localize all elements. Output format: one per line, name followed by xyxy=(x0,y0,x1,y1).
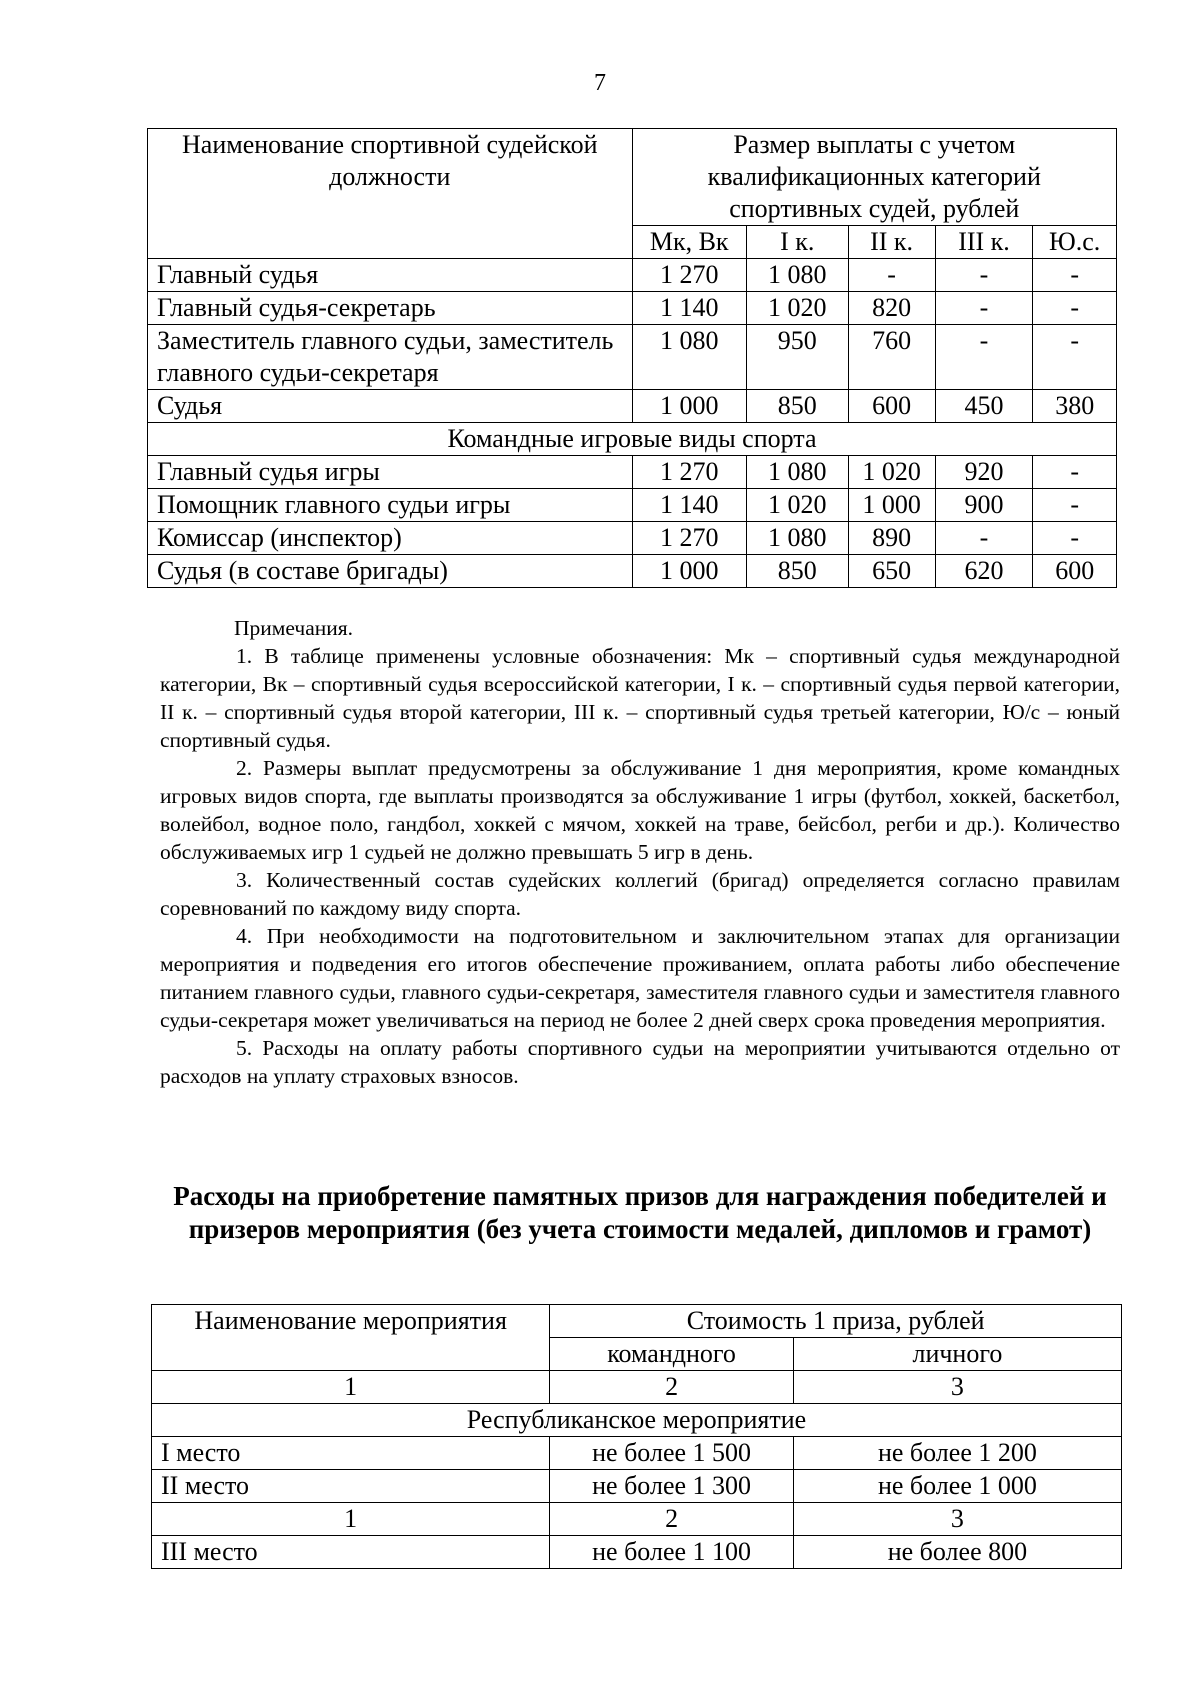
prize-cost-table xyxy=(151,1304,1122,1569)
payment-value: 600 xyxy=(848,390,935,423)
payment-value: 1 270 xyxy=(632,259,746,292)
payment-value: - xyxy=(935,259,1033,292)
payment-value: - xyxy=(1033,489,1117,522)
payment-value: - xyxy=(1033,325,1117,390)
column-number-row xyxy=(152,1503,1122,1536)
place-name: II место xyxy=(152,1470,550,1503)
payment-value: 450 xyxy=(935,390,1033,423)
payment-value: 1 270 xyxy=(632,522,746,555)
note-item: 3. Количественный состав судейских коллегий (бригад) определяется согласно правилам соревнований по каждому виду спорта. xyxy=(160,868,1120,920)
payment-value: - xyxy=(848,259,935,292)
payment-value: 1 020 xyxy=(746,292,848,325)
payment-value: 1 080 xyxy=(746,522,848,555)
payment-value: 820 xyxy=(848,292,935,325)
table-row xyxy=(148,489,1117,522)
section-row xyxy=(152,1404,1122,1437)
column-number: 3 xyxy=(793,1371,1121,1404)
team-prize-cost: не более 1 300 xyxy=(550,1470,794,1503)
notes-block xyxy=(160,614,1120,1090)
column-number: 2 xyxy=(550,1503,794,1536)
payment-value: 1 140 xyxy=(632,292,746,325)
section-row xyxy=(148,423,1117,456)
column-number: 1 xyxy=(152,1503,550,1536)
header-personal: личного xyxy=(793,1338,1121,1371)
note-item: 2. Размеры выплат предусмотрены за обслуживание 1 дня мероприятия, кроме командных игровых видов спорта, где выплаты производятся за обслуживание 1 игры (футбол, хоккей, баскетбол, волейбол, водное поло, гандбол, хоккей с мячом, хоккей на траве, бейсбол, регби и др.). Количество обслуживаемых игр 1 судьей не должно превышать 5 игр в день. xyxy=(160,756,1120,864)
position-name: Главный судья игры xyxy=(148,456,633,489)
section-team-sports: Командные игровые виды спорта xyxy=(148,423,1117,456)
section-heading: Расходы на приобретение памятных призов для награждения победителей и призеров мероприятия (без учета стоимости медалей, дипломов и грамот) xyxy=(173,1181,1107,1244)
team-prize-cost: не более 1 500 xyxy=(550,1437,794,1470)
column-number: 1 xyxy=(152,1371,550,1404)
payment-value: 1 000 xyxy=(632,555,746,588)
referee-payment-table xyxy=(147,128,1117,588)
position-name: Заместитель главного судьи, заместитель главного судьи-секретаря xyxy=(148,325,633,390)
note-item: 4. При необходимости на подготовительном и заключительном этапах для организации мероприятия и подведения его итогов обеспечение проживанием, оплата работы либо обеспечение питанием главного судьи, главного судьи-секретаря, заместителя главного судьи и заместителя главного судьи-секретаря может увеличиваться на период не более 2 дней сверх срока проведения мероприятия. xyxy=(160,924,1120,1032)
category-2: II к. xyxy=(848,226,935,259)
position-name: Главный судья-секретарь xyxy=(148,292,633,325)
payment-value: 890 xyxy=(848,522,935,555)
personal-prize-cost: не более 1 200 xyxy=(793,1437,1121,1470)
payment-value: 380 xyxy=(1033,390,1117,423)
payment-value: 920 xyxy=(935,456,1033,489)
table-row xyxy=(148,555,1117,588)
column-number: 2 xyxy=(550,1371,794,1404)
header-event-name: Наименование мероприятия xyxy=(152,1305,550,1371)
payment-value: 1 080 xyxy=(746,456,848,489)
payment-value: - xyxy=(1033,259,1117,292)
note-item: 1. В таблице применены условные обозначения: Мк – спортивный судья международной категории, Вк – спортивный судья всероссийской категории, I к. – спортивный судья первой категории, II к. – спортивный судья второй категории, III к. – спортивный судья третьей категории, Ю/с – юный спортивный судья. xyxy=(160,644,1120,752)
table-row xyxy=(152,1437,1122,1470)
payment-value: - xyxy=(935,522,1033,555)
table-row xyxy=(148,522,1117,555)
payment-value: 1 140 xyxy=(632,489,746,522)
position-name: Комиссар (инспектор) xyxy=(148,522,633,555)
payment-value: 650 xyxy=(848,555,935,588)
payment-value: 1 020 xyxy=(848,456,935,489)
personal-prize-cost: не более 1 000 xyxy=(793,1470,1121,1503)
section-republic-event: Республиканское мероприятие xyxy=(152,1404,1122,1437)
payment-value: 850 xyxy=(746,390,848,423)
payment-value: - xyxy=(935,325,1033,390)
category-junior: Ю.с. xyxy=(1033,226,1117,259)
column-number: 3 xyxy=(793,1503,1121,1536)
payment-value: 1 080 xyxy=(632,325,746,390)
page-number: 7 xyxy=(594,70,606,96)
payment-value: - xyxy=(935,292,1033,325)
place-name: I место xyxy=(152,1437,550,1470)
table-row xyxy=(152,1536,1122,1569)
table-row xyxy=(148,259,1117,292)
category-3: III к. xyxy=(935,226,1033,259)
header-position-name: Наименование спортивной судейской должности xyxy=(148,129,633,259)
column-number-row xyxy=(152,1371,1122,1404)
payment-value: 600 xyxy=(1033,555,1117,588)
payment-value: - xyxy=(1033,292,1117,325)
place-name: III место xyxy=(152,1536,550,1569)
payment-value: - xyxy=(1033,456,1117,489)
header-prize-cost: Стоимость 1 приза, рублей xyxy=(550,1305,1122,1338)
note-item: 5. Расходы на оплату работы спортивного судьи на мероприятии учитываются отдельно от расходов на уплату страховых взносов. xyxy=(160,1036,1120,1088)
position-name: Судья xyxy=(148,390,633,423)
table-header-row xyxy=(152,1305,1122,1338)
payment-value: 1 270 xyxy=(632,456,746,489)
payment-value: 1 020 xyxy=(746,489,848,522)
table-row xyxy=(148,390,1117,423)
payment-value: 760 xyxy=(848,325,935,390)
category-1: I к. xyxy=(746,226,848,259)
payment-value: 620 xyxy=(935,555,1033,588)
header-team: командного xyxy=(550,1338,794,1371)
table-header-row xyxy=(148,129,1117,226)
notes-title: Примечания. xyxy=(234,616,354,640)
position-name: Помощник главного судьи игры xyxy=(148,489,633,522)
payment-value: 1 000 xyxy=(632,390,746,423)
payment-value: 900 xyxy=(935,489,1033,522)
payment-value: 1 080 xyxy=(746,259,848,292)
team-prize-cost: не более 1 100 xyxy=(550,1536,794,1569)
payment-value: 950 xyxy=(746,325,848,390)
category-mk-vk: Мк, Вк xyxy=(632,226,746,259)
payment-value: 1 000 xyxy=(848,489,935,522)
table-row xyxy=(148,292,1117,325)
position-name: Главный судья xyxy=(148,259,633,292)
table-row xyxy=(152,1470,1122,1503)
position-name: Судья (в составе бригады) xyxy=(148,555,633,588)
payment-value: 850 xyxy=(746,555,848,588)
payment-value: - xyxy=(1033,522,1117,555)
header-payment-size: Размер выплаты с учетом квалификационных категорий спортивных судей, рублей xyxy=(632,129,1116,226)
table-row xyxy=(148,456,1117,489)
table-row xyxy=(148,325,1117,390)
personal-prize-cost: не более 800 xyxy=(793,1536,1121,1569)
